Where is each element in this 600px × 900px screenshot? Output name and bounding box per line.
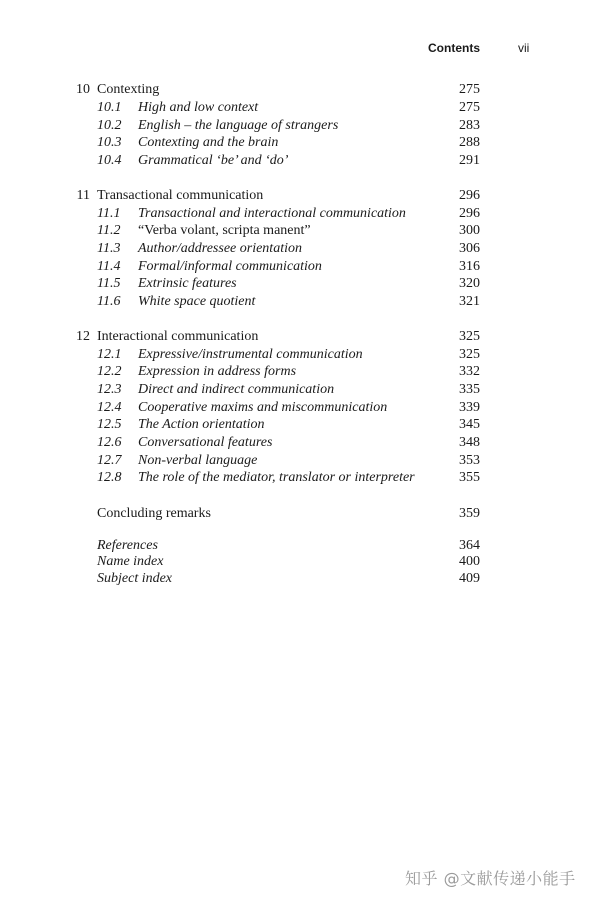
section-title: High and low context	[138, 100, 259, 115]
section-page: 348	[459, 435, 480, 450]
section-number: 12.8	[97, 470, 122, 485]
chapter-number: 11	[76, 188, 90, 203]
section-title: Author/addressee orientation	[138, 241, 302, 256]
section-title: Expressive/instrumental communication	[138, 347, 363, 362]
section-number: 11.3	[97, 241, 121, 256]
toc-section-11-1[interactable]	[0, 205, 600, 223]
section-page: 291	[459, 153, 480, 168]
toc-section-12-2[interactable]	[0, 363, 600, 381]
section-number: 10.4	[97, 153, 122, 168]
section-page: 345	[459, 417, 480, 432]
toc-section-12-5[interactable]	[0, 416, 600, 434]
section-number: 10.1	[97, 100, 122, 115]
entry-page: 409	[459, 571, 480, 586]
chapter-page: 325	[459, 329, 480, 344]
section-page: 283	[459, 118, 480, 133]
section-number: 11.5	[97, 276, 121, 291]
section-page: 325	[459, 347, 480, 362]
toc-subject-index[interactable]	[0, 570, 600, 588]
entry-title: References	[97, 538, 158, 553]
chapter-page: 275	[459, 82, 480, 97]
section-title: Cooperative maxims and miscommunication	[138, 400, 388, 415]
toc-section-11-6[interactable]	[0, 293, 600, 311]
entry-title: Concluding remarks	[97, 506, 211, 521]
section-number: 11.1	[97, 206, 121, 221]
section-page: 353	[459, 453, 480, 468]
toc-section-10-4[interactable]	[0, 152, 600, 170]
toc-section-10-1[interactable]	[0, 99, 600, 117]
section-page: 335	[459, 382, 480, 397]
page-number: vii	[518, 41, 530, 55]
toc-section-10-3[interactable]	[0, 134, 600, 152]
chapter-title: Interactional communication	[97, 329, 259, 344]
chapter-page: 296	[459, 188, 480, 203]
section-title: Extrinsic features	[138, 276, 237, 291]
section-number: 12.3	[97, 382, 122, 397]
section-number: 12.4	[97, 400, 122, 415]
toc-concluding-remarks[interactable]	[0, 505, 600, 523]
section-page: 288	[459, 135, 480, 150]
toc-section-10-2[interactable]	[0, 117, 600, 135]
toc-chapter-12[interactable]	[0, 328, 600, 346]
section-number: 11.4	[97, 259, 121, 274]
section-page: 300	[459, 223, 480, 238]
entry-title: Name index	[97, 554, 164, 569]
section-title: Transactional and interactional communication	[138, 206, 406, 221]
section-page: 316	[459, 259, 480, 274]
section-number: 10.2	[97, 118, 122, 133]
toc-chapter-10[interactable]	[0, 81, 600, 99]
section-number: 12.7	[97, 453, 122, 468]
chapter-number: 12	[76, 329, 90, 344]
section-title: Contexting and the brain	[138, 135, 279, 150]
section-page: 306	[459, 241, 480, 256]
toc-chapter-11[interactable]	[0, 187, 600, 205]
toc-section-12-3[interactable]	[0, 381, 600, 399]
toc-section-12-4[interactable]	[0, 399, 600, 417]
section-page: 332	[459, 364, 480, 379]
toc-section-12-1[interactable]	[0, 346, 600, 364]
section-title: Expression in address forms	[138, 364, 297, 379]
chapter-number: 10	[76, 82, 90, 97]
toc-section-12-6[interactable]	[0, 434, 600, 452]
section-title: “Verba volant, scripta manent”	[138, 223, 311, 238]
entry-title: Subject index	[97, 571, 173, 586]
section-page: 296	[459, 206, 480, 221]
entry-page: 400	[459, 554, 480, 569]
entry-page: 359	[459, 506, 480, 521]
watermark: 知乎 @文献传递小能手	[405, 869, 576, 888]
section-title: Grammatical ‘be’ and ‘do’	[138, 153, 289, 168]
toc-section-11-5[interactable]	[0, 275, 600, 293]
toc-section-11-3[interactable]	[0, 240, 600, 258]
section-page: 355	[459, 470, 480, 485]
section-title: Formal/informal communication	[138, 259, 322, 274]
section-page: 320	[459, 276, 480, 291]
section-number: 12.1	[97, 347, 122, 362]
section-number: 11.6	[97, 294, 121, 309]
section-page: 321	[459, 294, 480, 309]
section-title: Non-verbal language	[138, 453, 258, 468]
entry-page: 364	[459, 538, 480, 553]
section-number: 12.6	[97, 435, 122, 450]
section-title: White space quotient	[138, 294, 256, 309]
chapter-title: Contexting	[97, 82, 160, 97]
header-title: Contents	[428, 41, 480, 55]
section-title: Conversational features	[138, 435, 273, 450]
running-header	[0, 41, 600, 59]
chapter-title: Transactional communication	[97, 188, 264, 203]
section-title: English – the language of strangers	[138, 118, 339, 133]
section-number: 12.5	[97, 417, 122, 432]
section-title: The role of the mediator, translator or interpreter	[138, 470, 415, 485]
toc-section-11-4[interactable]	[0, 258, 600, 276]
section-title: Direct and indirect communication	[138, 382, 335, 397]
section-number: 10.3	[97, 135, 122, 150]
section-number: 11.2	[97, 223, 121, 238]
section-title: The Action orientation	[138, 417, 265, 432]
toc-section-12-8[interactable]	[0, 469, 600, 487]
toc-name-index[interactable]	[0, 553, 600, 571]
section-number: 12.2	[97, 364, 122, 379]
section-page: 275	[459, 100, 480, 115]
toc-section-11-2[interactable]	[0, 222, 600, 240]
section-page: 339	[459, 400, 480, 415]
toc-section-12-7[interactable]	[0, 452, 600, 470]
